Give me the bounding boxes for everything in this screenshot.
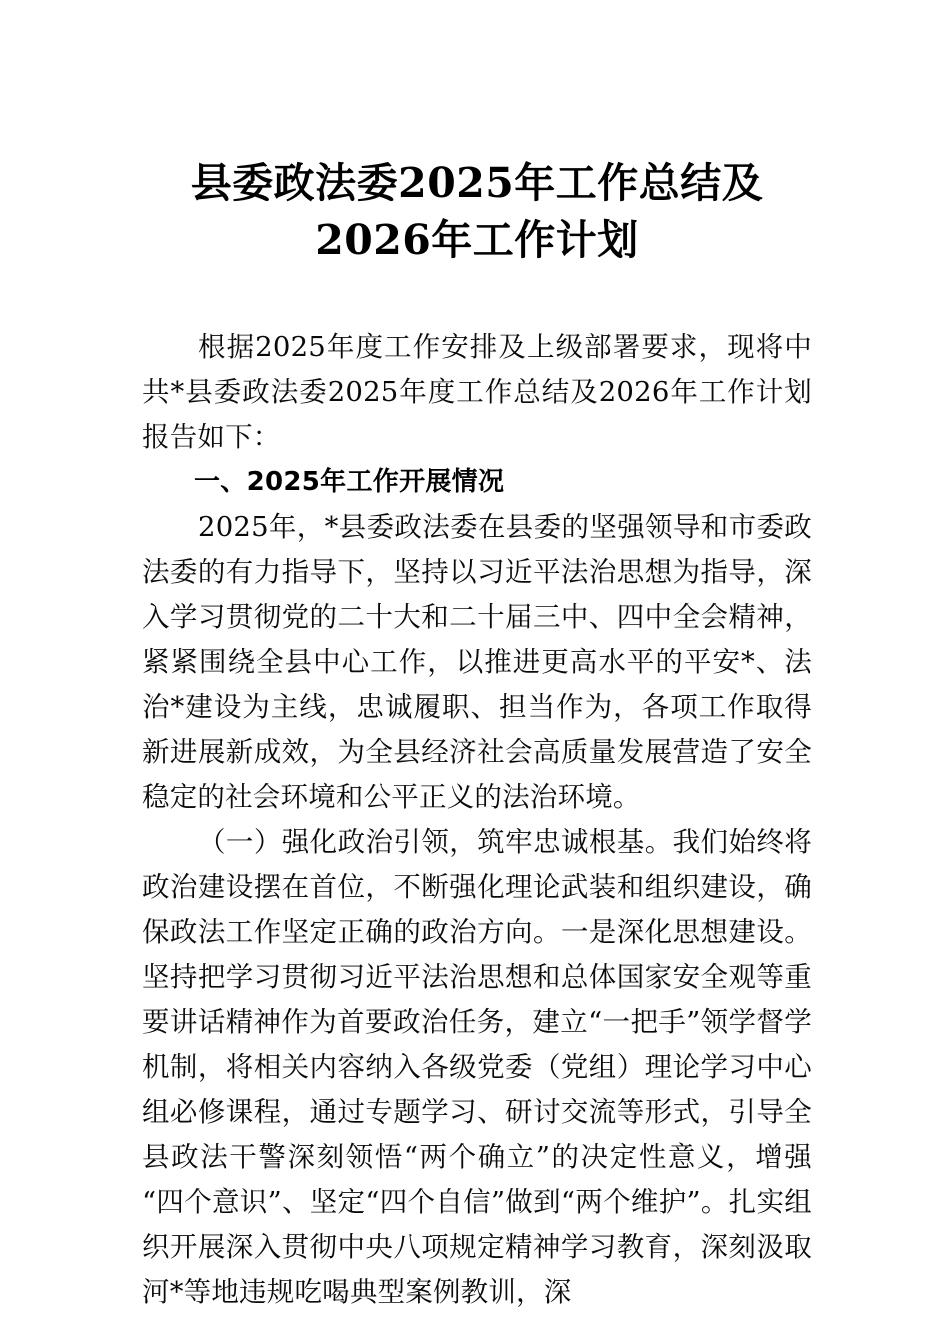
document-body xyxy=(142,325,812,1315)
overview-paragraph: 2025年，*县委政法委在县委的坚强领导和市委政法委的有力指导下，坚持以习近平法治思想为指导，深入学习贯彻党的二十大和二十届三中、四中全会精神，紧紧围绕全县中心工作，以推进更高水平的平安*、法治*建设为主线，忠诚履职、担当作为，各项工作取得新进展新成效，为全县经济社会高质量发展营造了安全稳定的社会环境和公平正义的法治环境。 xyxy=(142,511,812,813)
document-content-column xyxy=(142,0,812,1344)
subsection-one-paragraph: （一）强化政治引领，筑牢忠诚根基。我们始终将政治建设摆在首位，不断强化理论武装和组织建设，确保政法工作坚定正确的政治方向。一是深化思想建设。坚持把学习贯彻习近平法治思想和总体国家安全观等重要讲话精神作为首要政治任务，建立“一把手”领学督学机制，将相关内容纳入各级党委（党组）理论学习中心组必修课程，通过专题学习、研讨交流等形式，引导全县政法干警深刻领悟“两个确立”的决定性意义，增强“四个意识”、坚定“四个自信”做到“两个维护”。扎实组织开展深入贯彻中央八项规定精神学习教育，深刻汲取河*等地违规吃喝典型案例教训，深 xyxy=(142,826,812,1308)
section-heading-1: 一、2025年工作开展情况 xyxy=(194,467,505,497)
intro-paragraph: 根据2025年度工作安排及上级部署要求，现将中共*县委政法委2025年度工作总结及2026年工作计划报告如下： xyxy=(142,331,812,453)
page-title: 县委政法委2025年工作总结及2026年工作计划 xyxy=(190,159,764,264)
